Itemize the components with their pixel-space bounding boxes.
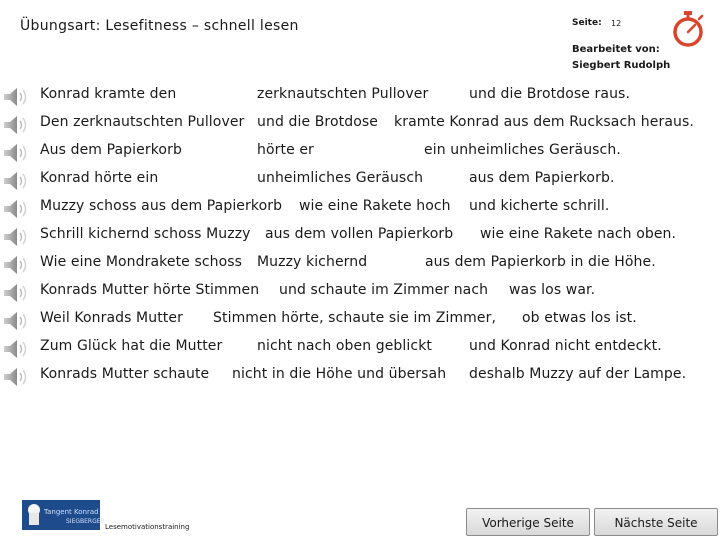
sentence-segment: was los war.: [509, 282, 596, 298]
sentence-segment: wie eine Rakete hoch: [299, 198, 451, 214]
sentence-segment: und die Brotdose: [257, 114, 378, 130]
sentence-segment: nicht nach oben geblickt: [257, 338, 432, 354]
sentence-segment: und Konrad nicht entdeckt.: [469, 338, 662, 354]
speaker-icon[interactable]: [2, 338, 32, 360]
reading-row: [0, 141, 720, 167]
reading-row: [0, 253, 720, 279]
reading-row: [0, 113, 720, 139]
logo: [22, 500, 105, 530]
reading-row: [0, 225, 720, 251]
page-label: Seite:: [572, 18, 602, 28]
speaker-icon[interactable]: [2, 86, 32, 108]
speaker-icon[interactable]: [2, 170, 32, 192]
speaker-icon[interactable]: [2, 226, 32, 248]
sentence-segment: und schaute im Zimmer nach: [279, 282, 489, 298]
reading-row: [0, 365, 720, 391]
chef-hat-icon: [25, 503, 43, 527]
page-title: Übungsart: Lesefitness – schnell lesen: [20, 18, 299, 34]
previous-page-button[interactable]: Vorherige Seite: [466, 508, 590, 536]
sentence-segment: unheimliches Geräusch: [257, 170, 424, 186]
reading-row: [0, 309, 720, 335]
sentence-segment: Weil Konrads Mutter: [40, 310, 183, 326]
sentence-segment: zerknautschten Pullover: [257, 86, 429, 102]
sentence-segment: Konrads Mutter schaute: [40, 366, 210, 382]
sentence-segment: aus dem Papierkorb.: [469, 170, 615, 186]
sentence-segment: Zum Glück hat die Mutter: [40, 338, 223, 354]
sentence-segment: kramte Konrad aus dem Rucksach heraus.: [394, 114, 694, 130]
sentence-segment: wie eine Rakete nach oben.: [480, 226, 677, 242]
page-number: 12: [611, 19, 622, 28]
speaker-icon[interactable]: [2, 310, 32, 332]
sentence-segment: und die Brotdose raus.: [469, 86, 630, 102]
sentence-segment: Den zerknautschten Pullover: [40, 114, 245, 130]
reading-row: [0, 85, 720, 111]
speaker-icon[interactable]: [2, 254, 32, 276]
sentence-segment: Konrad hörte ein: [40, 170, 159, 186]
sentence-segment: Konrad kramte den: [40, 86, 177, 102]
sentence-segment: ob etwas los ist.: [522, 310, 637, 326]
reading-row: [0, 169, 720, 195]
edited-by-name: Siegbert Rudolph: [572, 60, 671, 71]
speaker-icon[interactable]: [2, 366, 32, 388]
sentence-segment: aus dem Papierkorb in die Höhe.: [425, 254, 656, 270]
sentence-segment: hörte er: [257, 142, 314, 158]
sentence-segment: Aus dem Papierkorb: [40, 142, 182, 158]
speaker-icon[interactable]: [2, 114, 32, 136]
reading-row: [0, 337, 720, 363]
sentence-segment: ein unheimliches Geräusch.: [424, 142, 621, 158]
sentence-segment: und kicherte schrill.: [469, 198, 610, 214]
logo-text: Tangent Konrad: [44, 508, 99, 516]
reading-row: [0, 197, 720, 223]
sentence-segment: deshalb Muzzy auf der Lampe.: [469, 366, 687, 382]
footer-label: Lesemotivationstraining: [105, 523, 190, 531]
reading-row: [0, 281, 720, 307]
speaker-icon[interactable]: [2, 142, 32, 164]
sentence-segment: Schrill kichernd schoss Muzzy: [40, 226, 251, 242]
speaker-icon[interactable]: [2, 282, 32, 304]
sentence-segment: Stimmen hörte, schaute sie im Zimmer,: [213, 310, 497, 326]
sentence-segment: Wie eine Mondrakete schoss: [40, 254, 243, 270]
sentence-segment: aus dem vollen Papierkorb: [265, 226, 454, 242]
sentence-segment: Muzzy schoss aus dem Papierkorb: [40, 198, 283, 214]
sentence-segment: nicht in die Höhe und übersah: [232, 366, 447, 382]
edited-by-label: Bearbeitet von:: [572, 44, 660, 55]
logo-subtext: SIEGBERGER: [66, 518, 105, 525]
sentence-segment: Konrads Mutter hörte Stimmen: [40, 282, 260, 298]
stopwatch-icon[interactable]: [670, 10, 706, 48]
speaker-icon[interactable]: [2, 198, 32, 220]
next-page-button[interactable]: Nächste Seite: [594, 508, 718, 536]
sentence-segment: Muzzy kichernd: [257, 254, 368, 270]
